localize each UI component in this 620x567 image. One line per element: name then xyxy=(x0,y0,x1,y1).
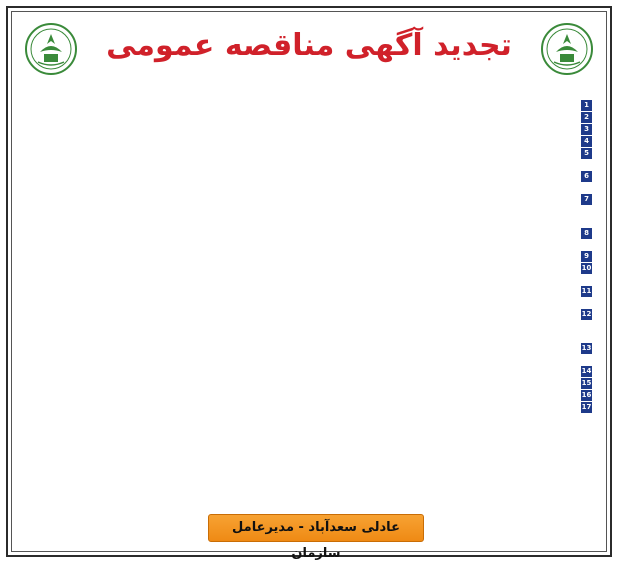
clause-number: 9 xyxy=(581,251,592,262)
clause-item xyxy=(26,194,592,227)
clause-number: 6 xyxy=(581,171,592,182)
clause-number: 13 xyxy=(581,344,592,352)
clause-text xyxy=(26,402,577,424)
clause-number: 7 xyxy=(581,194,592,205)
clause-item xyxy=(26,402,592,424)
clause-number: 3 xyxy=(581,124,592,135)
clause-number: 5 xyxy=(581,148,592,159)
clause-item xyxy=(26,228,592,250)
clause-text xyxy=(26,378,577,389)
clause-number: 4 xyxy=(581,136,592,147)
clause-text xyxy=(26,136,577,147)
notice-intro xyxy=(26,76,592,98)
clause-number: 10 xyxy=(581,264,592,272)
clause-item xyxy=(26,171,592,193)
clause-item xyxy=(26,112,592,123)
clause-item xyxy=(26,136,592,147)
clause-item xyxy=(26,124,592,135)
clause-text xyxy=(26,124,577,135)
clause-text xyxy=(26,390,577,401)
signature-banner: عادلی سعدآباد - مدیرعامل سازمان xyxy=(208,514,424,542)
clause-item xyxy=(26,251,592,262)
clause-item xyxy=(26,390,592,401)
clause-text xyxy=(26,309,577,342)
clause-text xyxy=(26,148,577,170)
clause-number: 15 xyxy=(581,379,592,387)
clause-number: 8 xyxy=(581,228,592,239)
clause-text xyxy=(26,112,577,123)
municipality-emblem-icon xyxy=(540,22,594,76)
clause-text xyxy=(26,263,577,285)
clause-number: 16 xyxy=(581,391,592,399)
clause-item xyxy=(26,309,592,342)
clause-number: 14 xyxy=(581,367,592,375)
clause-number: 17 xyxy=(581,403,592,411)
clause-text xyxy=(26,228,577,250)
notice-body xyxy=(26,76,592,503)
clause-number: 1 xyxy=(581,100,592,111)
clause-text xyxy=(26,100,577,111)
clause-item xyxy=(26,100,592,111)
clause-number: 12 xyxy=(581,310,592,318)
clause-number: 11 xyxy=(581,287,592,295)
clause-text xyxy=(26,251,577,262)
clause-item xyxy=(26,263,592,285)
clause-text xyxy=(26,194,577,227)
notice-frame xyxy=(6,6,612,561)
clause-text xyxy=(26,286,577,308)
clause-item xyxy=(26,286,592,308)
clause-item xyxy=(26,378,592,389)
clause-text xyxy=(26,343,577,365)
clause-text xyxy=(26,366,577,377)
notice-inner-border xyxy=(11,11,607,561)
clause-item xyxy=(26,366,592,377)
clause-number: 2 xyxy=(581,112,592,123)
clause-text xyxy=(26,171,577,193)
clause-item xyxy=(26,343,592,365)
notice-title: تجدید آگهی مناقصه عمومی xyxy=(106,28,512,63)
municipality-emblem-icon xyxy=(24,22,78,76)
clause-item xyxy=(26,148,592,170)
